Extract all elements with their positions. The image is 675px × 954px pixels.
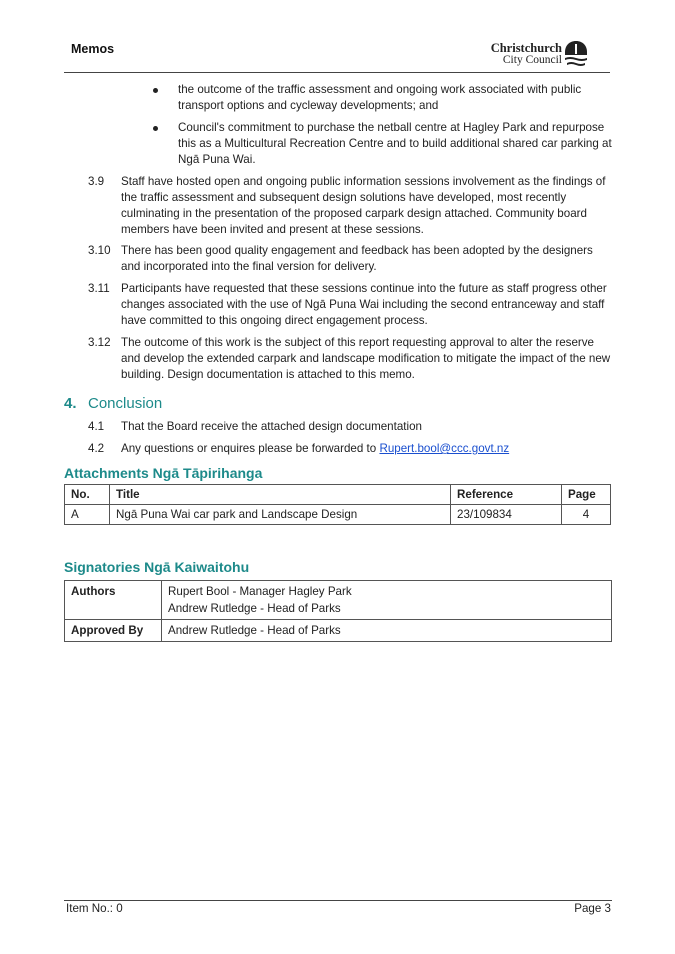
column-header-no: No.	[65, 485, 110, 505]
signatories-table	[64, 580, 612, 642]
column-header-title: Title	[110, 485, 451, 505]
bullet-text: Council's commitment to purchase the netball centre at Hagley Park and repurpose this as a Multicultural Recreation Centre and to build additional shared car parking at Ngā Puna Wai.	[178, 121, 612, 166]
paragraph-4-2	[88, 441, 613, 457]
paragraph-number: 4.1	[88, 420, 105, 433]
table-header-row	[65, 485, 611, 505]
approved-by-cell: Andrew Rutledge - Head of Parks	[162, 620, 612, 642]
header-title: Memos	[71, 42, 115, 56]
column-header-page: Page	[562, 485, 611, 505]
email-link[interactable]: Rupert.bool@ccc.govt.nz	[379, 442, 510, 455]
conclusion-heading	[64, 396, 162, 412]
paragraph-text: Participants have requested that these sessions continue into the future as staff progress other changes associated with the use of Ngā Puna Wai including the second entranceway and staff have committed to this ongoing direct engagement process.	[121, 282, 607, 327]
paragraph-text: Staff have hosted open and ongoing public information sessions involvement as the findings of the traffic assessment and subsequent design solutions have developed, most recently culminating in the presentation of the proposed carpark design attached. Community board members have been invited and present at these sessions.	[121, 175, 606, 236]
footer-page-number: Page 3	[574, 902, 611, 915]
paragraph-4-1	[88, 419, 613, 435]
bullet-dot	[153, 88, 158, 93]
bullet-dot	[153, 126, 158, 131]
approved-by-label: Approved By	[65, 620, 162, 642]
bullet-item	[178, 120, 616, 168]
bullet-text: the outcome of the traffic assessment and ongoing work associated with public transport options and cycleway developments; and	[178, 83, 582, 112]
cell-page: 4	[562, 505, 611, 525]
paragraph-number: 3.9	[88, 175, 105, 188]
paragraph-text: The outcome of this work is the subject of this report requesting approval to alter the reserve and develop the extended carpark and landscape modification to mitigate the impact of the new building. Design documentation is attached to this memo.	[121, 336, 611, 381]
bullet-item	[178, 82, 616, 114]
section-number: 4.	[64, 395, 77, 412]
paragraph-text: There has been good quality engagement and feedback has been adopted by the designers and incorporated into the final version for delivery.	[121, 244, 593, 273]
attachments-table	[64, 484, 611, 525]
table-row	[65, 505, 611, 525]
header-rule	[64, 72, 610, 73]
paragraph-number: 4.2	[88, 442, 105, 455]
author-name: Andrew Rutledge - Head of Parks	[168, 602, 341, 615]
cathedral-logo-icon	[564, 41, 588, 67]
table-row	[65, 620, 612, 642]
cell-title: Ngā Puna Wai car park and Landscape Design	[110, 505, 451, 525]
author-name: Rupert Bool - Manager Hagley Park	[168, 585, 352, 598]
column-header-reference: Reference	[451, 485, 562, 505]
cell-reference: 23/109834	[451, 505, 562, 525]
paragraph-text: Any questions or enquires please be forwarded to	[121, 442, 380, 455]
council-logo	[492, 41, 600, 69]
page-header	[64, 40, 610, 72]
paragraph-3-9	[88, 174, 613, 238]
paragraph-number: 3.12	[88, 336, 111, 349]
paragraph-3-11	[88, 281, 613, 329]
footer-item-number: Item No.: 0	[66, 902, 123, 915]
logo-line-1: Christchurch	[490, 41, 562, 55]
paragraph-3-10	[88, 243, 613, 275]
authors-label: Authors	[65, 581, 162, 620]
paragraph-number: 3.10	[88, 244, 111, 257]
cell-no: A	[65, 505, 110, 525]
section-title: Conclusion	[88, 395, 163, 412]
paragraph-text: That the Board receive the attached design documentation	[121, 420, 422, 433]
authors-cell	[162, 581, 612, 620]
paragraph-3-12	[88, 335, 613, 383]
table-row	[65, 581, 612, 620]
footer-rule	[64, 900, 612, 901]
signatories-heading: Signatories Ngā Kaiwaitohu	[64, 559, 250, 575]
logo-line-2: City Council	[502, 54, 562, 66]
attachments-heading: Attachments Ngā Tāpirihanga	[64, 465, 263, 481]
paragraph-number: 3.11	[88, 282, 110, 295]
